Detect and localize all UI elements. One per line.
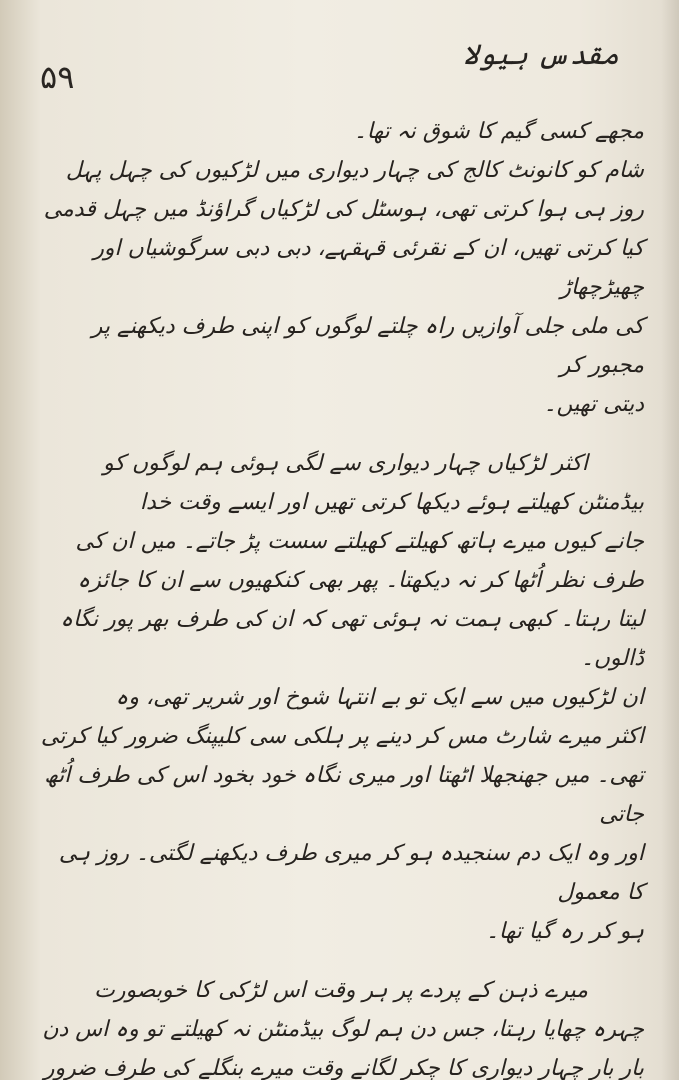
text-line: طرف نظر اُٹھا کر نہ دیکھتا۔ پھر بھی کنکھیوں سے ان کا جائزہ	[77, 568, 644, 593]
text-line: لیتا رہتا۔ کبھی ہمت نہ ہوئی تھی کہ ان کی طرف بھر پور نگاہ ڈالوں۔	[60, 607, 644, 671]
text-line: ہو کر رہ گیا تھا۔	[485, 919, 644, 944]
paragraph-gap	[40, 951, 644, 971]
text-line: بار بار چہار دیواری کا چکر لگانے وقت میرے بنگلے کی طرف ضرور	[43, 1056, 644, 1080]
paragraph-gap	[40, 424, 644, 444]
text-line: شام کو کانونٹ کالج کی چہار دیواری میں لڑکیوں کی چہل پہل	[65, 158, 644, 183]
text-line: کی ملی جلی آوازیں راہ چلتے لوگوں کو اپنی طرف دیکھنے پر مجبور کر	[91, 314, 644, 378]
text-line: تھی۔ میں جھنجھلا اٹھتا اور میری نگاہ خود بخود اس کی طرف اُٹھ جاتی	[44, 763, 644, 827]
page-number: ۵۹	[40, 58, 75, 96]
text-line: اکثر میرے شارٹ مس کر دینے پر ہلکی سی کلیپنگ ضرور کیا کرتی	[40, 724, 644, 749]
text-line: مجھے کسی گیم کا شوق نہ تھا۔	[353, 119, 644, 144]
page-body	[40, 112, 644, 1080]
text-line: اور وہ ایک دم سنجیدہ ہو کر میری طرف دیکھنے لگتی۔ روز ہی کا معمول	[58, 841, 644, 905]
text-line: میرے ذہن کے پردے پر ہر وقت اس لڑکی کا خوبصورت	[94, 978, 588, 1003]
running-title: مقدس ہیولا	[462, 38, 619, 71]
text-line: کیا کرتی تھیں، ان کے نقرئی قہقہے، دبی دبی سرگوشیاں اور چھیڑچھاڑ	[93, 236, 644, 300]
text-line: چہرہ چھایا رہتا، جس دن ہم لوگ بیڈمنٹن نہ کھیلتے تو وہ اس دن	[42, 1017, 644, 1042]
text-line: جانے کیوں میرے ہاتھ کھیلتے کھیلتے سست پڑ جاتے۔ میں ان کی	[75, 529, 644, 554]
text-line: ان لڑکیوں میں سے ایک تو بے انتہا شوخ اور شریر تھی، وہ	[115, 685, 644, 710]
text-line: روز ہی ہوا کرتی تھی، ہوسٹل کی لڑکیاں گراؤنڈ میں چہل قدمی	[43, 197, 644, 222]
text-line: اکثر لڑکیاں چہار دیواری سے لگی ہوئی ہم لوگوں کو	[103, 451, 588, 476]
text-line: بیڈمنٹن کھیلتے ہوئے دیکھا کرتی تھیں اور ایسے وقت خدا	[139, 490, 644, 515]
text-line: دیتی تھیں۔	[543, 392, 644, 417]
